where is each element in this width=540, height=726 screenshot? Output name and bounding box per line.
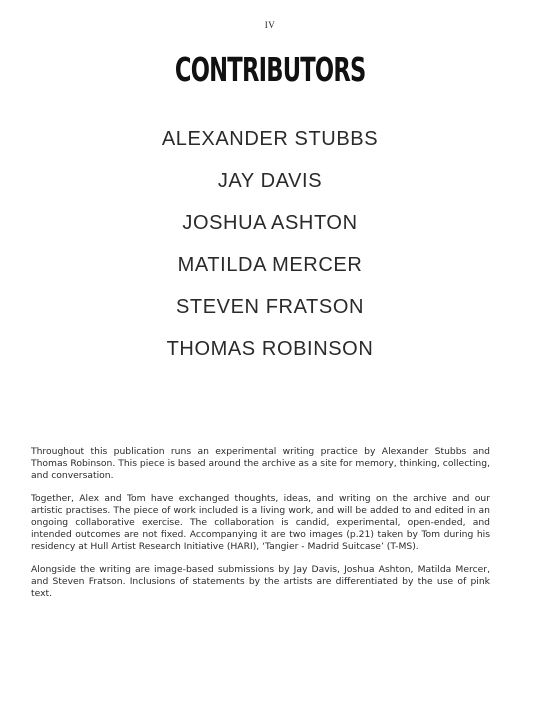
contributor-name: MATILDA MERCER bbox=[177, 254, 363, 276]
introduction-text bbox=[31, 446, 490, 611]
paragraph-collaboration: Together, Alex and Tom have exchanged thoughts, ideas, and writing on the archive and our artistic practises. The piece of work included is a living work, and will be added to and edited in an ongoing collaborative exercise. The collaboration is candid, experimental, open-ended, and intended outcomes are not fixed. Accompanying it are two images (p.21) taken by Tom during his residency at Hull Artist Research Initiative (HARI), ‘Tangier - Madrid Suitcase’ (T-MS). bbox=[31, 493, 490, 552]
contributor-name: THOMAS ROBINSON bbox=[166, 338, 374, 360]
contributor-name: JOSHUA ASHTON bbox=[182, 212, 358, 234]
page-number: IV bbox=[264, 20, 276, 30]
contributor-name: ALEXANDER STUBBS bbox=[161, 128, 379, 150]
page-title-text: CONTRIBUTORS bbox=[174, 50, 366, 90]
page-title bbox=[0, 50, 540, 90]
contributor-name: STEVEN FRATSON bbox=[175, 296, 365, 318]
paragraph-writing-practice: Throughout this publication runs an experimental writing practice by Alexander Stubbs and Thomas Robinson. This piece is based around the archive as a site for memory, thinking, collecting, and conversation. bbox=[31, 446, 490, 481]
contributor-list bbox=[0, 121, 540, 373]
paragraph-submissions: Alongside the writing are image-based submissions by Jay Davis, Joshua Ashton, Matilda Mercer, and Steven Fratson. Inclusions of statements by the artists are differentiated by the use of pink text. bbox=[31, 564, 490, 600]
contributor-name: JAY DAVIS bbox=[217, 170, 323, 192]
